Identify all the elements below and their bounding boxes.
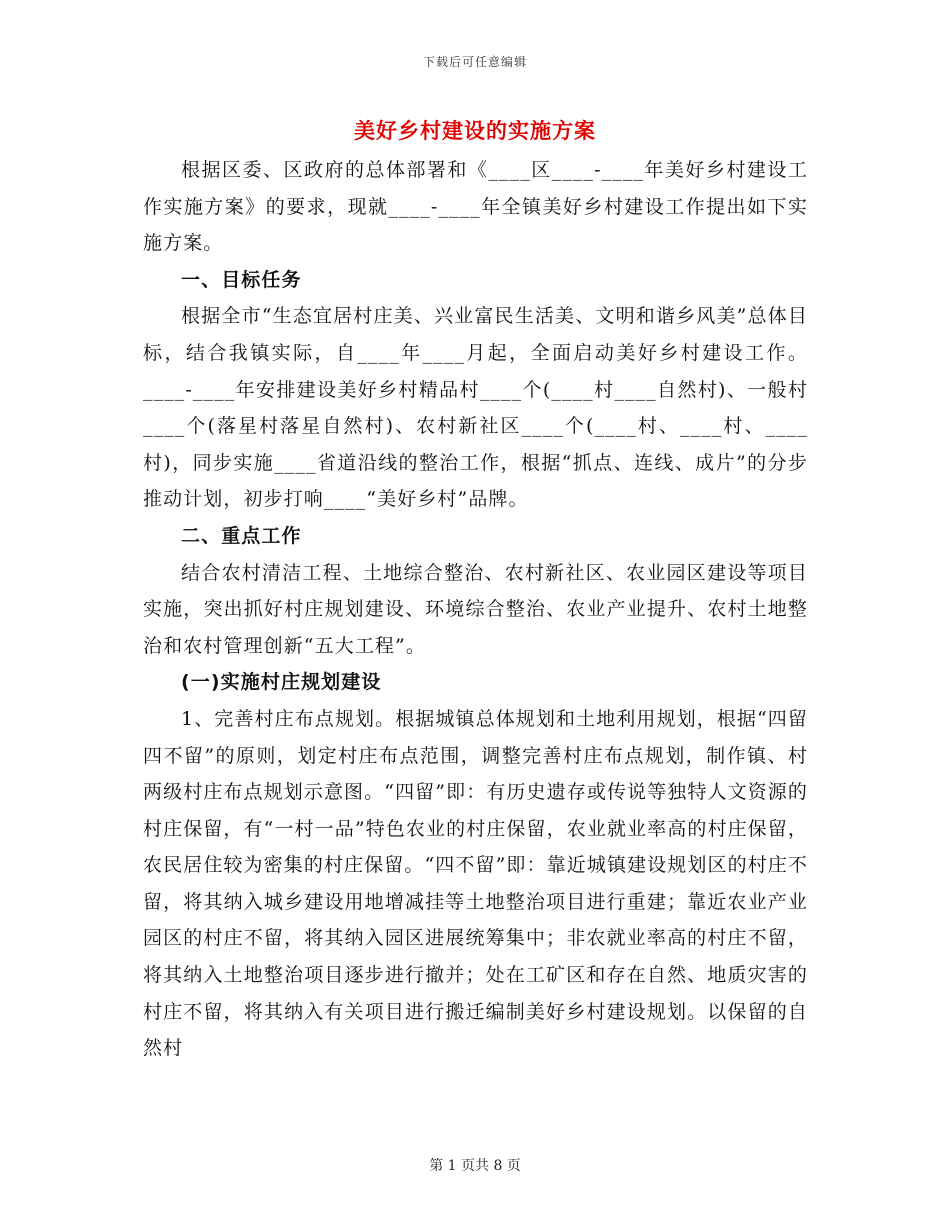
intro-paragraph: 根据区委、区政府的总体部署和《____区____-____年美好乡村建设工作实施方案》的要求，现就____-____年全镇美好乡村建设工作提出如下实施方案。	[143, 159, 808, 255]
item-village-layout-paragraph: 1、完善村庄布点规划。根据城镇总体规划和土地利用规划，根据“四留四不留”的原则，划定村庄布点范围，调整完善村庄布点规划，制作镇、村两级村庄布点规划示意图。“四留”即：有历史遗存或传说等独特人文资源的村庄保留，有“一村一品”特色农业的村庄保留，农业就业率高的村庄保留，农民居住较为密集的村庄保留。“四不留”即：靠近城镇建设规划区的村庄不留，将其纳入城乡建设用地增减挂等土地整治项目进行重建；靠近农业产业园区的村庄不留，将其纳入园区进展统筹集中；非农就业率高的村庄不留，将其纳入土地整治项目逐步进行撤并；处在工矿区和存在自然、地质灾害的村庄不留，将其纳入有关项目进行搬迁编制美好乡村建设规划。以保留的自然村	[143, 707, 809, 1060]
page-number: 第 1 页共 8 页	[429, 1158, 521, 1174]
section-key-work-paragraph: 结合农村清洁工程、土地综合整治、农村新社区、农业园区建设等项目实施，突出抓好村庄规划建设、环境综合整治、农业产业提升、农村土地整治和农村管理创新“五大工程”。	[143, 561, 808, 657]
section-goals-paragraph: 根据全市“生态宜居村庄美、兴业富民生活美、文明和谐乡风美”总体目标，结合我镇实际，自____年____月起，全面启动美好乡村建设工作。____-____年安排建设美好乡村精品村____个(____村____自然村)、一般村____个(落星村落星自然村)、农村新社区____个(____村、____村、____村)，同步实施____省道沿线的整治工作，根据“抓点、连线、成片”的分步推动计划，初步打响____“美好乡村”品牌。	[143, 305, 808, 511]
section-heading-key-work: 二、重点工作	[181, 524, 302, 547]
subsection-heading-village-planning: (一)实施村庄规划建设	[181, 671, 382, 694]
section-heading-goals: 一、目标任务	[181, 268, 302, 291]
header-note: 下载后可任意编辑	[422, 55, 527, 69]
document-body	[143, 152, 808, 1067]
document-title: 美好乡村建设的实施方案	[354, 118, 596, 143]
